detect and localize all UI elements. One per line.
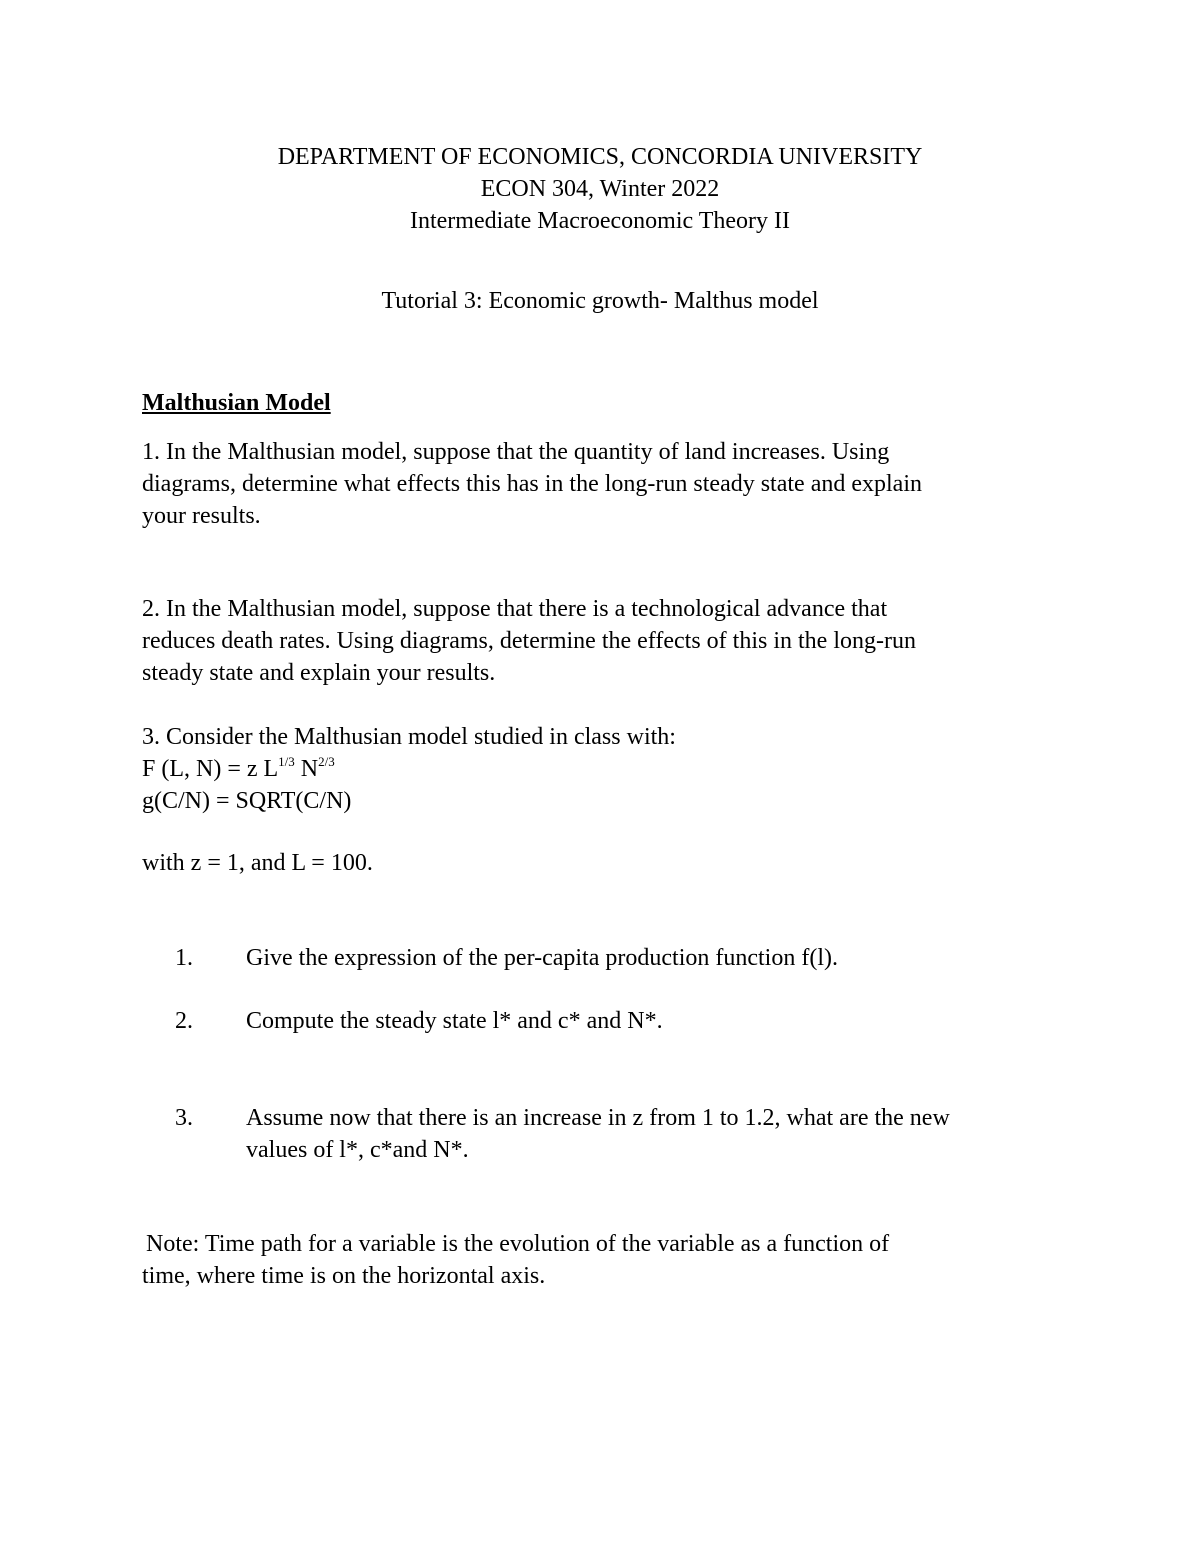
question-2-line: reduces death rates. Using diagrams, determine the effects of this in the long-run bbox=[142, 628, 916, 654]
production-function-equation bbox=[142, 756, 335, 783]
subquestion-text: Give the expression of the per-capita production function f(l). bbox=[246, 945, 838, 971]
tutorial-title: Tutorial 3: Economic growth- Malthus model bbox=[381, 288, 819, 314]
equation-text: N bbox=[294, 756, 319, 782]
question-1-line: 1. In the Malthusian model, suppose that the quantity of land increases. Using bbox=[142, 439, 890, 465]
growth-function-equation: g(C/N) = SQRT(C/N) bbox=[142, 788, 352, 814]
equation-text: F (L, N) = z L bbox=[142, 756, 279, 782]
subquestion-number: 1. bbox=[175, 945, 193, 971]
question-1-line: diagrams, determine what effects this has in the long-run steady state and explain bbox=[142, 471, 922, 497]
subquestion-number: 2. bbox=[175, 1008, 193, 1034]
question-2-line: steady state and explain your results. bbox=[142, 660, 496, 686]
parameter-values: with z = 1, and L = 100. bbox=[142, 850, 373, 876]
course-code: ECON 304, Winter 2022 bbox=[480, 176, 720, 202]
subquestion-text: Compute the steady state l* and c* and N*. bbox=[246, 1008, 663, 1034]
section-heading: Malthusian Model bbox=[142, 390, 331, 416]
question-3-intro: 3. Consider the Malthusian model studied in class with: bbox=[142, 724, 676, 750]
department-title: DEPARTMENT OF ECONOMICS, CONCORDIA UNIVERSITY bbox=[277, 144, 923, 170]
note-line: time, where time is on the horizontal axis. bbox=[142, 1263, 546, 1289]
exponent: 2/3 bbox=[318, 754, 335, 769]
question-2-line: 2. In the Malthusian model, suppose that there is a technological advance that bbox=[142, 596, 888, 622]
subquestion-text: Assume now that there is an increase in z from 1 to 1.2, what are the new bbox=[246, 1105, 950, 1131]
subquestion-text: values of l*, c*and N*. bbox=[246, 1137, 469, 1163]
course-title: Intermediate Macroeconomic Theory II bbox=[409, 208, 791, 234]
subquestion-number: 3. bbox=[175, 1105, 193, 1131]
note-line: Note: Time path for a variable is the evolution of the variable as a function of bbox=[140, 1231, 890, 1257]
exponent: 1/3 bbox=[278, 754, 295, 769]
question-1-line: your results. bbox=[142, 503, 261, 529]
